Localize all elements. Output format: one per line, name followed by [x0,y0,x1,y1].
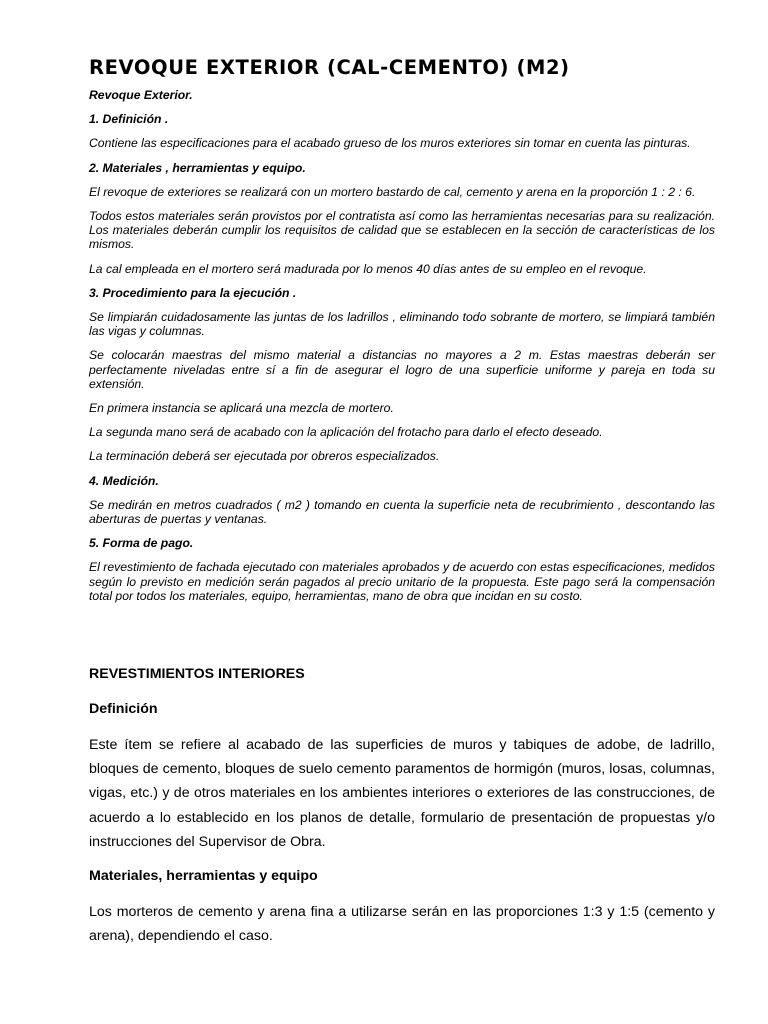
paragraph-definicion: Contiene las especificaciones para el acabado grueso de los muros exteriores sin tomar en cuenta las pinturas. [89,136,691,151]
paragraph-materiales-3: La cal empleada en el mortero será madurada por lo menos 40 días antes de su empleo en el revoque. [89,261,647,276]
heading-procedimiento: 3. Procedimiento para la ejecución . [89,285,297,300]
paragraph-procedimiento-4: La segunda mano será de acabado con la aplicación del frotacho para darlo el efecto deseado. [89,425,603,440]
heading-materiales-interior: Materiales, herramientas y equipo [89,868,318,885]
section-heading: REVESTIMIENTOS INTERIORES [89,666,305,682]
section-subtitle: Revoque Exterior. [89,88,193,102]
heading-definicion: 1. Definición . [89,112,169,127]
paragraph-medicion: Se medirán en metros cuadrados ( m2 ) tomando en cuenta la superficie neta de recubrimiento , descontando las aberturas de puertas y ventanas. [89,497,715,527]
heading-medicion: 4. Medición. [89,473,159,488]
paragraph-procedimiento-1: Se limpiarán cuidadosamente las juntas de los ladrillos , eliminando todo sobrante de mortero, se limpiará también las vigas y columnas. [89,310,715,339]
heading-definicion-interior: Definición [89,701,158,717]
document-title: REVOQUE EXTERIOR (CAL-CEMENTO) (M2) [89,56,570,79]
paragraph-procedimiento-3: En primera instancia se aplicará una mezcla de mortero. [89,401,394,416]
revoque-exterior-section [89,88,715,613]
paragraph-forma-de-pago: El revestimiento de fachada ejecutado con materiales aprobados y de acuerdo con estas especificaciones, medidos según lo previsto en medición serán pagados al precio unitario de la propuesta. Este pago será la compensación total por todos los materiales, equipo, herramientas, mano de obra que incidan en su costo. [89,560,715,603]
paragraph-materiales-interior: Los morteros de cemento y arena fina a utilizarse serán en las proporciones 1:3 y 1:5 (cemento y arena), dependiendo el caso. [89,904,715,945]
heading-forma-de-pago: 5. Forma de pago. [89,536,194,551]
paragraph-materiales-1: El revoque de exteriores se realizará con un mortero bastardo de cal, cemento y arena en la proporción 1 : 2 : 6. [89,184,696,199]
revestimientos-interiores-section [89,664,715,948]
paragraph-materiales-2: Todos estos materiales serán provistos por el contratista así como las herramientas necesarias para su realización. Los materiales deberán cumplir los requisitos de calidad que se establecen en la sección de características de los mismos. [89,209,715,252]
heading-materiales: 2. Materiales , herramientas y equipo. [89,160,306,175]
paragraph-definicion-interior: Este ítem se refiere al acabado de las superficies de muros y tabiques de adobe, de ladrillo, bloques de cemento, bloques de suelo cemento paramentos de hormigón (muros, losas, columnas, vigas, etc.) y de otros materiales en los ambientes interiores o exteriores de las construcciones, de acuerdo a lo establecido en los planos de detalle, formulario de presentación de propuestas y/o instrucciones del Supervisor de Obra. [89,737,715,850]
paragraph-procedimiento-2: Se colocarán maestras del mismo material a distancias no mayores a 2 m. Estas maestras deberán ser perfectamente niveladas entre sí a fin de asegurar el logro de una superficie uniforme y pareja en toda su extensión. [89,348,715,391]
paragraph-procedimiento-5: La terminación deberá ser ejecutada por obreros especializados. [89,449,440,464]
